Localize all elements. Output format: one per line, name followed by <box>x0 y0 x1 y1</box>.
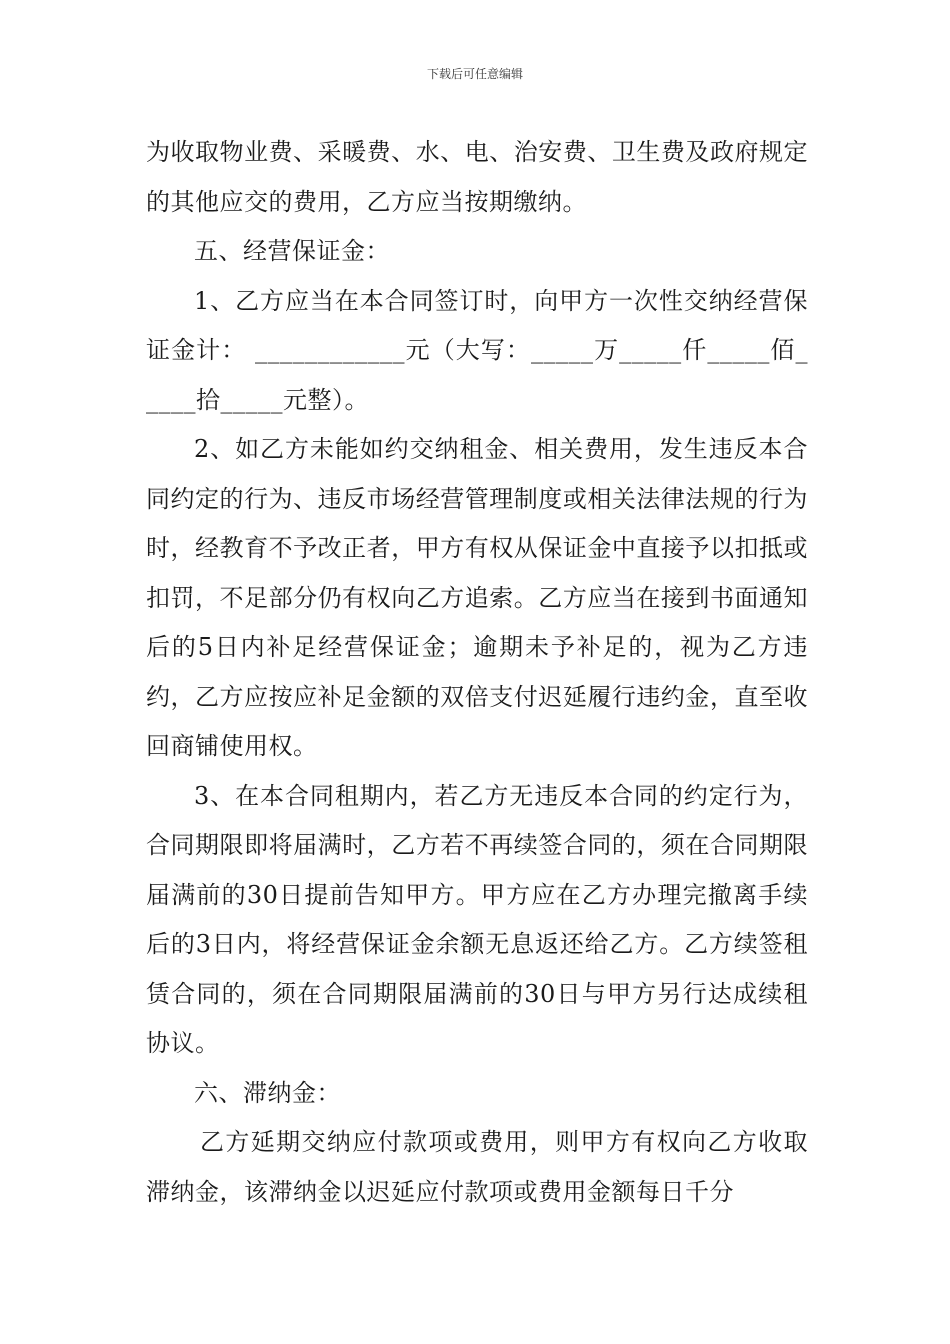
paragraph-late-fee: 乙方延期交纳应付款项或费用，则甲方有权向乙方收取滞纳金，该滞纳金以迟延应付款项或费用金额每日千分 <box>146 1128 808 1206</box>
document-body <box>146 128 808 1217</box>
paragraph-fees-continuation: 为收取物业费、采暖费、水、电、治安费、卫生费及政府规定的其他应交的费用，乙方应当按期缴纳。 <box>146 138 808 216</box>
paragraph-deposit-return: 3、在本合同租期内，若乙方无违反本合同的约定行为，合同期限即将届满时，乙方若不再续签合同的，须在合同期限届满前的30日提前告知甲方。甲方应在乙方办理完撤离手续后的3日内，将经营保证金余额无息返还给乙方。乙方续签租赁合同的，须在合同期限届满前的30日与甲方另行达成续租协议。 <box>146 781 808 1057</box>
section-heading-late-fee: 六、滞纳金： <box>194 1078 341 1107</box>
section-heading-deposit: 五、经营保证金： <box>194 237 390 265</box>
paragraph-deposit-amount: 1、乙方应当在本合同签订时，向甲方一次性交纳经营保证金计： ____________元（大写：_____万_____仟_____佰_____拾_____元整）。 <box>146 286 808 414</box>
page-header: 下载后可任意编辑 <box>426 67 523 81</box>
paragraph-deposit-deduction: 2、如乙方未能如约交纳租金、相关费用，发生违反本合同约定的行为、违反市场经营管理制度或相关法律法规的行为时，经教育不予改正者，甲方有权从保证金中直接予以扣抵或扣罚，不足部分仍有权向乙方追索。乙方应当在接到书面通知后的5日内补足经营保证金；逾期未予补足的，视为乙方违约，乙方应按应补足金额的双倍支付迟延履行违约金，直至收回商铺使用权。 <box>146 435 808 760</box>
